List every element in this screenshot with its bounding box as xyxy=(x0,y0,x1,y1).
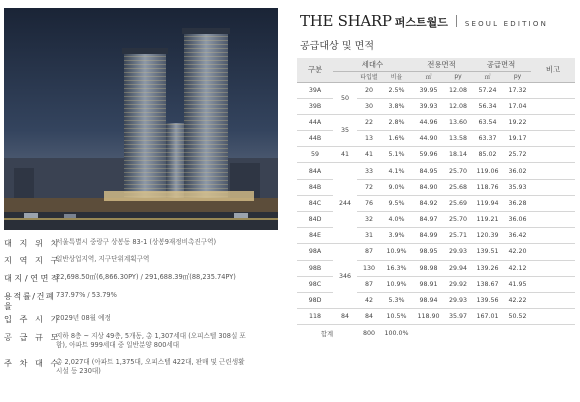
cell-exclusive-py: 25.70 xyxy=(445,163,471,179)
cell-exclusive-py: 12.08 xyxy=(445,98,471,114)
cell-supply-m2: 85.02 xyxy=(471,147,504,163)
col-header-group xyxy=(333,71,357,82)
cell-note xyxy=(531,276,575,292)
cell-households-ratio: 2.8% xyxy=(381,114,412,130)
cell-supply-m2: 139.51 xyxy=(471,244,504,260)
col-header-supply: 공급면적 xyxy=(471,58,531,71)
cell-type: 84A xyxy=(297,163,333,179)
cell-exclusive-m2: 39.95 xyxy=(412,82,445,98)
tower-left xyxy=(122,48,168,203)
col-header-sp-m2: ㎡ xyxy=(471,71,504,82)
cell-households-count: 87 xyxy=(357,244,381,260)
cell-supply-py: 36.42 xyxy=(504,228,531,244)
col-header-ratio: 비율 xyxy=(381,71,412,82)
info-value: 2029년 08월 예정 xyxy=(56,314,111,322)
cell-households-ratio: 5.1% xyxy=(381,147,412,163)
brand-korean-name: 퍼스트월드 xyxy=(394,16,448,29)
info-label: 주 차 대 수 xyxy=(4,358,61,368)
cell-households-count: 87 xyxy=(357,276,381,292)
cell-group-total: 41 xyxy=(333,147,357,163)
cell-supply-m2: 57.24 xyxy=(471,82,504,98)
cell-exclusive-py: 25.70 xyxy=(445,212,471,228)
cell-exclusive-m2: 98.94 xyxy=(412,292,445,308)
table-row xyxy=(297,244,575,260)
cell-supply-m2: 63.37 xyxy=(471,131,504,147)
table-row xyxy=(297,147,575,163)
cell-note xyxy=(531,131,575,147)
cell-empty xyxy=(504,325,531,341)
cell-supply-py: 42.12 xyxy=(504,260,531,276)
cell-type: 84B xyxy=(297,179,333,195)
cell-total-ratio: 100.0% xyxy=(384,329,409,337)
cell-supply-py: 42.22 xyxy=(504,292,531,308)
table-total-row xyxy=(297,325,575,341)
col-header-exclusive: 전용면적 xyxy=(412,58,471,71)
cell-households-ratio: 9.5% xyxy=(381,195,412,211)
cell-households-count: 84 xyxy=(357,309,381,325)
cell-note xyxy=(531,260,575,276)
cell-type: 39B xyxy=(297,98,333,114)
cell-exclusive-py: 25.71 xyxy=(445,228,471,244)
cell-supply-m2: 119.06 xyxy=(471,163,504,179)
cell-exclusive-py: 13.60 xyxy=(445,114,471,130)
info-value: 737.97% / 53.79% xyxy=(56,291,117,299)
cell-type: 44A xyxy=(297,114,333,130)
cell-exclusive-m2: 59.96 xyxy=(412,147,445,163)
cell-exclusive-m2: 98.98 xyxy=(412,260,445,276)
cell-households-count: 42 xyxy=(357,292,381,308)
info-row-ratio xyxy=(4,291,278,314)
info-row-scale xyxy=(4,332,278,358)
cell-supply-py: 25.72 xyxy=(504,147,531,163)
info-value: 서울특별시 중랑구 상봉동 83-1 (상봉9재정비촉진구역) xyxy=(56,238,217,246)
cell-households-count: 33 xyxy=(357,163,381,179)
cell-supply-py: 35.93 xyxy=(504,179,531,195)
cell-exclusive-m2: 84.97 xyxy=(412,212,445,228)
cell-supply-m2: 56.34 xyxy=(471,98,504,114)
cell-group-total: 84 xyxy=(333,309,357,325)
cell-group-total: 35 xyxy=(333,114,357,146)
info-value: 일반상업지역, 지구단위계획구역 xyxy=(56,255,150,263)
info-label: 공 급 규 모 xyxy=(4,332,61,342)
cell-type: 98A xyxy=(297,244,333,260)
info-label: 입 주 시 기 xyxy=(4,314,61,324)
col-header-ex-m2: ㎡ xyxy=(412,71,445,82)
cell-note xyxy=(531,163,575,179)
building-rendering-image xyxy=(4,8,278,230)
cell-empty xyxy=(445,325,471,341)
brand-subtitle: SEOUL EDITION xyxy=(464,20,549,28)
cell-households-ratio: 16.3% xyxy=(381,260,412,276)
cell-empty xyxy=(471,325,504,341)
cell-type: 39A xyxy=(297,82,333,98)
cell-total-count: 800 xyxy=(362,329,376,337)
cell-households-ratio: 2.5% xyxy=(381,82,412,98)
cell-type: 84D xyxy=(297,212,333,228)
info-value: 지하 8층 ~ 지상 49층, 5개동, 총 1,307세대 (오피스텔 308실 포함), 아파트 999세대 중 일반분양 800세대 xyxy=(56,332,246,349)
info-row-movein xyxy=(4,314,278,332)
cell-households-count: 30 xyxy=(357,98,381,114)
cell-supply-m2: 119.94 xyxy=(471,195,504,211)
cell-note xyxy=(531,179,575,195)
info-row-parking xyxy=(4,358,278,378)
cell-exclusive-m2: 84.90 xyxy=(412,179,445,195)
cell-exclusive-m2: 98.91 xyxy=(412,276,445,292)
cell-type: 98C xyxy=(297,276,333,292)
cell-group-total: 244 xyxy=(333,163,357,244)
brand-header xyxy=(300,12,548,30)
cell-exclusive-py: 12.08 xyxy=(445,82,471,98)
cell-households-count: 22 xyxy=(357,114,381,130)
cell-exclusive-m2: 44.96 xyxy=(412,114,445,130)
cell-supply-py: 42.20 xyxy=(504,244,531,260)
cell-type: 84E xyxy=(297,228,333,244)
supply-table xyxy=(297,58,575,341)
cell-households-ratio: 10.9% xyxy=(381,244,412,260)
table-row xyxy=(297,163,575,179)
cell-type: 98B xyxy=(297,260,333,276)
cell-note xyxy=(531,147,575,163)
cell-households-count: 32 xyxy=(357,212,381,228)
cell-exclusive-py: 18.14 xyxy=(445,147,471,163)
cell-exclusive-py: 25.69 xyxy=(445,195,471,211)
cell-exclusive-py: 29.92 xyxy=(445,276,471,292)
cell-group-total: 50 xyxy=(333,82,357,114)
cell-supply-py: 36.02 xyxy=(504,163,531,179)
cell-total-label: 합계 xyxy=(320,330,334,338)
col-header-type: 구분 xyxy=(297,58,333,82)
building-illustration xyxy=(4,8,278,230)
section-title: 공급대상 및 면적 xyxy=(300,41,374,52)
cell-empty xyxy=(531,325,575,341)
cell-exclusive-m2: 118.90 xyxy=(412,309,445,325)
cell-supply-py: 36.06 xyxy=(504,212,531,228)
cell-households-count: 130 xyxy=(357,260,381,276)
cell-type: 59 xyxy=(297,147,333,163)
cell-exclusive-m2: 98.95 xyxy=(412,244,445,260)
cell-households-ratio: 3.8% xyxy=(381,98,412,114)
info-value: 총 2,027대 (아파트 1,375대, 오피스텔 422대, 판매 및 근린생활시설 등 230대) xyxy=(56,358,245,375)
cell-supply-m2: 63.54 xyxy=(471,114,504,130)
cell-group-total: 346 xyxy=(333,244,357,309)
cell-exclusive-m2: 44.90 xyxy=(412,131,445,147)
cell-households-ratio: 4.0% xyxy=(381,212,412,228)
cell-supply-py: 36.28 xyxy=(504,195,531,211)
cell-households-count: 13 xyxy=(357,131,381,147)
col-header-ex-py: py xyxy=(445,71,471,82)
cell-note xyxy=(531,212,575,228)
info-row-zone xyxy=(4,255,278,273)
cell-households-ratio: 9.0% xyxy=(381,179,412,195)
cell-type: 84C xyxy=(297,195,333,211)
cell-exclusive-py: 13.58 xyxy=(445,131,471,147)
cell-supply-m2: 138.67 xyxy=(471,276,504,292)
cell-supply-py: 41.95 xyxy=(504,276,531,292)
cell-households-count: 41 xyxy=(357,147,381,163)
cell-note xyxy=(531,98,575,114)
info-label: 대 지 위 치 xyxy=(4,238,61,248)
cell-supply-py: 17.04 xyxy=(504,98,531,114)
cell-exclusive-py: 29.93 xyxy=(445,244,471,260)
cell-supply-m2: 139.26 xyxy=(471,260,504,276)
cell-type: 118 xyxy=(297,309,333,325)
info-row-location xyxy=(4,238,278,255)
cell-note xyxy=(531,195,575,211)
cell-exclusive-m2: 84.92 xyxy=(412,195,445,211)
cell-households-ratio: 10.9% xyxy=(381,276,412,292)
cell-supply-m2: 139.56 xyxy=(471,292,504,308)
table-row xyxy=(297,82,575,98)
cell-type: 98D xyxy=(297,292,333,308)
cell-supply-py: 50.52 xyxy=(504,309,531,325)
project-info-list xyxy=(4,238,278,378)
cell-supply-py: 19.17 xyxy=(504,131,531,147)
info-label: 용적률/건폐율 xyxy=(4,291,56,311)
cell-exclusive-py: 29.94 xyxy=(445,260,471,276)
cell-note xyxy=(531,82,575,98)
tower-right xyxy=(182,28,230,205)
cell-supply-m2: 118.76 xyxy=(471,179,504,195)
brand-logo-text: THE SHARP xyxy=(300,12,392,30)
cell-exclusive-py: 25.68 xyxy=(445,179,471,195)
table-row xyxy=(297,309,575,325)
cell-supply-m2: 119.21 xyxy=(471,212,504,228)
col-header-note: 비고 xyxy=(531,58,575,82)
cell-note xyxy=(531,114,575,130)
cell-exclusive-py: 29.93 xyxy=(445,292,471,308)
cell-households-ratio: 1.6% xyxy=(381,131,412,147)
cell-supply-py: 19.22 xyxy=(504,114,531,130)
cell-households-count: 31 xyxy=(357,228,381,244)
cell-households-ratio: 5.3% xyxy=(381,292,412,308)
info-row-area xyxy=(4,273,278,291)
cell-note xyxy=(531,244,575,260)
cell-exclusive-py: 35.97 xyxy=(445,309,471,325)
cell-note xyxy=(531,228,575,244)
info-label: 지 역 지 구 xyxy=(4,255,61,265)
cell-note xyxy=(531,292,575,308)
info-value: 22,698.50㎡(6,866.30PY) / 291,688.39㎡(88,235.74PY) xyxy=(56,273,236,281)
brand-divider xyxy=(456,15,457,27)
col-header-sp-py: py xyxy=(504,71,531,82)
cell-type: 44B xyxy=(297,131,333,147)
info-label: 대지/연면적 xyxy=(4,273,62,283)
cell-households-count: 72 xyxy=(357,179,381,195)
col-header-households: 세대수 xyxy=(333,58,412,71)
cell-empty xyxy=(412,325,445,341)
cell-households-ratio: 4.1% xyxy=(381,163,412,179)
cell-supply-m2: 167.01 xyxy=(471,309,504,325)
cell-supply-py: 17.32 xyxy=(504,82,531,98)
cell-note xyxy=(531,309,575,325)
cell-exclusive-m2: 84.99 xyxy=(412,228,445,244)
cell-households-ratio: 10.5% xyxy=(381,309,412,325)
cell-households-count: 76 xyxy=(357,195,381,211)
cell-exclusive-m2: 84.95 xyxy=(412,163,445,179)
cell-households-count: 20 xyxy=(357,82,381,98)
cell-households-ratio: 3.9% xyxy=(381,228,412,244)
supply-table-body xyxy=(297,82,575,341)
cell-supply-m2: 120.39 xyxy=(471,228,504,244)
table-row xyxy=(297,114,575,130)
cell-exclusive-m2: 39.93 xyxy=(412,98,445,114)
col-header-by-type: 타입별 xyxy=(357,71,381,82)
